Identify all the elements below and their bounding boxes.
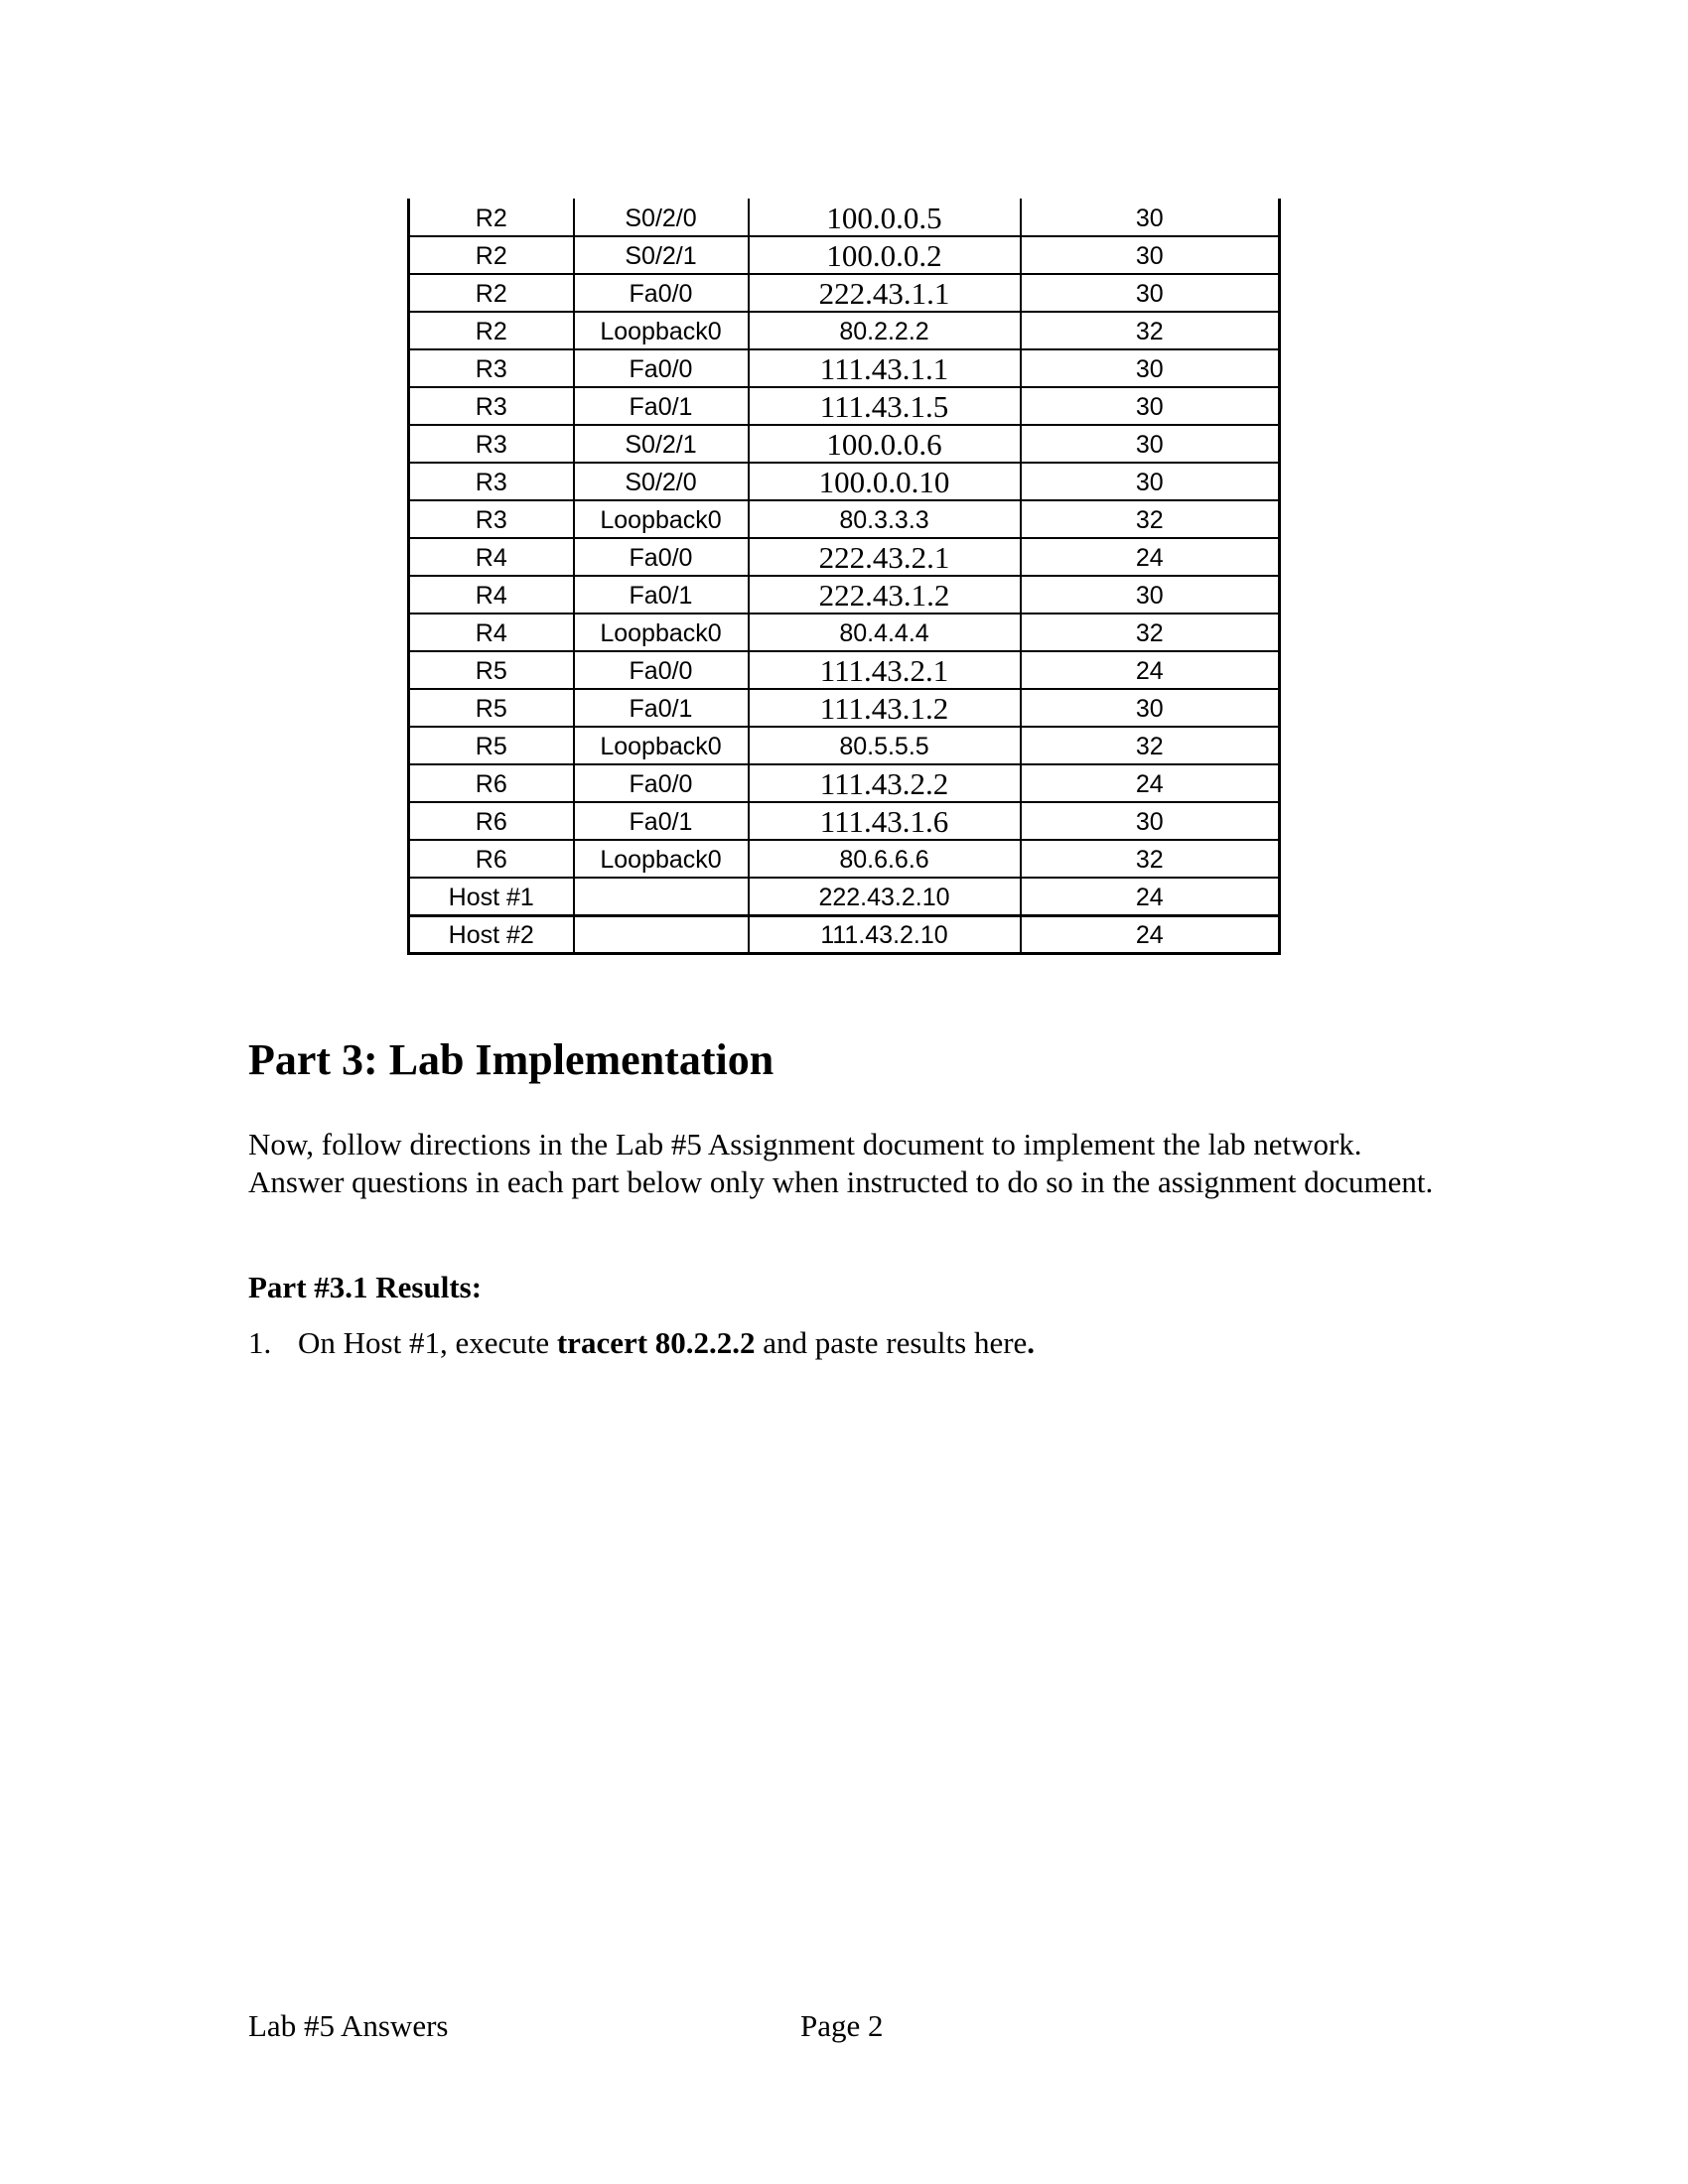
- table-row: [409, 236, 1280, 274]
- mask-cell: 30: [1021, 689, 1280, 727]
- mask-cell: 24: [1021, 764, 1280, 802]
- device-cell: R5: [409, 651, 574, 689]
- ip-cell: 111.43.1.6: [749, 802, 1021, 840]
- ip-cell: 111.43.2.1: [749, 651, 1021, 689]
- mask-cell: 30: [1021, 387, 1280, 425]
- device-cell: Host #1: [409, 878, 574, 915]
- interface-cell: Loopback0: [574, 840, 749, 878]
- mask-cell: 30: [1021, 802, 1280, 840]
- table-row: [409, 199, 1280, 236]
- device-cell: R3: [409, 387, 574, 425]
- mask-cell: 30: [1021, 236, 1280, 274]
- interface-cell: S0/2/0: [574, 199, 749, 236]
- table-row: [409, 500, 1280, 538]
- interface-cell: Loopback0: [574, 614, 749, 651]
- ip-cell: 222.43.1.2: [749, 576, 1021, 614]
- footer-doc-title: Lab #5 Answers: [248, 2008, 449, 2043]
- ip-cell: 80.5.5.5: [749, 727, 1021, 764]
- interface-cell: Fa0/0: [574, 274, 749, 312]
- intro-paragraph: Now, follow directions in the Lab #5 Assignment document to implement the lab network. Answer questions in each part below only when instructed to do so in the assignment document.: [248, 1127, 1434, 1199]
- mask-cell: 24: [1021, 651, 1280, 689]
- table-row: [409, 349, 1280, 387]
- device-cell: R2: [409, 236, 574, 274]
- ip-cell: 100.0.0.2: [749, 236, 1021, 274]
- ip-cell: 111.43.2.10: [749, 915, 1021, 953]
- mask-cell: 30: [1021, 274, 1280, 312]
- device-cell: R2: [409, 199, 574, 236]
- step-number: 1.: [248, 1325, 272, 1360]
- table-row: [409, 425, 1280, 463]
- mask-cell: 32: [1021, 614, 1280, 651]
- ip-cell: 80.2.2.2: [749, 312, 1021, 349]
- ip-cell: 111.43.1.2: [749, 689, 1021, 727]
- step-period: .: [1027, 1325, 1036, 1360]
- table-row: [409, 764, 1280, 802]
- interface-cell: Fa0/1: [574, 802, 749, 840]
- ip-cell: 222.43.2.1: [749, 538, 1021, 576]
- table-row: [409, 274, 1280, 312]
- address-table-body: [409, 199, 1280, 953]
- ip-cell: 80.4.4.4: [749, 614, 1021, 651]
- device-cell: R3: [409, 463, 574, 500]
- device-cell: R2: [409, 274, 574, 312]
- ip-cell: 100.0.0.5: [749, 199, 1021, 236]
- table-row: [409, 689, 1280, 727]
- ip-cell: 222.43.2.10: [749, 878, 1021, 915]
- mask-cell: 30: [1021, 576, 1280, 614]
- ip-cell: 80.6.6.6: [749, 840, 1021, 878]
- device-cell: R6: [409, 840, 574, 878]
- table-row: [409, 802, 1280, 840]
- interface-cell: Fa0/0: [574, 538, 749, 576]
- mask-cell: 30: [1021, 463, 1280, 500]
- device-cell: R3: [409, 425, 574, 463]
- interface-cell: [574, 878, 749, 915]
- interface-cell: S0/2/0: [574, 463, 749, 500]
- ip-cell: 111.43.1.5: [749, 387, 1021, 425]
- interface-cell: Fa0/1: [574, 689, 749, 727]
- mask-cell: 32: [1021, 312, 1280, 349]
- mask-cell: 32: [1021, 500, 1280, 538]
- mask-cell: 24: [1021, 538, 1280, 576]
- device-cell: Host #2: [409, 915, 574, 953]
- table-row: [409, 878, 1280, 915]
- interface-cell: Loopback0: [574, 727, 749, 764]
- mask-cell: 32: [1021, 840, 1280, 878]
- ip-cell: 100.0.0.6: [749, 425, 1021, 463]
- table-row: [409, 312, 1280, 349]
- interface-cell: [574, 915, 749, 953]
- device-cell: R4: [409, 614, 574, 651]
- device-cell: R2: [409, 312, 574, 349]
- device-cell: R3: [409, 500, 574, 538]
- interface-cell: Fa0/1: [574, 387, 749, 425]
- ip-cell: 80.3.3.3: [749, 500, 1021, 538]
- section-heading: Part 3: Lab Implementation: [248, 1035, 774, 1084]
- interface-cell: Fa0/0: [574, 764, 749, 802]
- mask-cell: 30: [1021, 425, 1280, 463]
- device-cell: R6: [409, 764, 574, 802]
- device-cell: R4: [409, 538, 574, 576]
- ip-cell: 100.0.0.10: [749, 463, 1021, 500]
- table-row: [409, 387, 1280, 425]
- device-cell: R6: [409, 802, 574, 840]
- table-row: [409, 915, 1280, 953]
- ip-cell: 111.43.1.1: [749, 349, 1021, 387]
- step-1: [248, 1324, 1035, 1362]
- mask-cell: 30: [1021, 199, 1280, 236]
- table-row: [409, 538, 1280, 576]
- device-cell: R5: [409, 689, 574, 727]
- ip-cell: 222.43.1.1: [749, 274, 1021, 312]
- interface-cell: S0/2/1: [574, 425, 749, 463]
- table-row: [409, 727, 1280, 764]
- step-text-post: and paste results here: [755, 1325, 1028, 1360]
- results-subheading: Part #3.1 Results:: [248, 1270, 483, 1304]
- interface-cell: Loopback0: [574, 500, 749, 538]
- table-row: [409, 463, 1280, 500]
- interface-cell: S0/2/1: [574, 236, 749, 274]
- interface-cell: Fa0/1: [574, 576, 749, 614]
- interface-cell: Fa0/0: [574, 349, 749, 387]
- interface-cell: Loopback0: [574, 312, 749, 349]
- mask-cell: 30: [1021, 349, 1280, 387]
- address-table: [407, 199, 1281, 955]
- footer-page-number: Page 2: [800, 2008, 884, 2043]
- mask-cell: 24: [1021, 878, 1280, 915]
- step-command: tracert 80.2.2.2: [556, 1325, 756, 1360]
- ip-cell: 111.43.2.2: [749, 764, 1021, 802]
- table-row: [409, 576, 1280, 614]
- device-cell: R4: [409, 576, 574, 614]
- device-cell: R3: [409, 349, 574, 387]
- table-row: [409, 651, 1280, 689]
- mask-cell: 32: [1021, 727, 1280, 764]
- table-row: [409, 614, 1280, 651]
- mask-cell: 24: [1021, 915, 1280, 953]
- table-row: [409, 840, 1280, 878]
- interface-cell: Fa0/0: [574, 651, 749, 689]
- device-cell: R5: [409, 727, 574, 764]
- step-text-pre: On Host #1, execute: [298, 1325, 557, 1360]
